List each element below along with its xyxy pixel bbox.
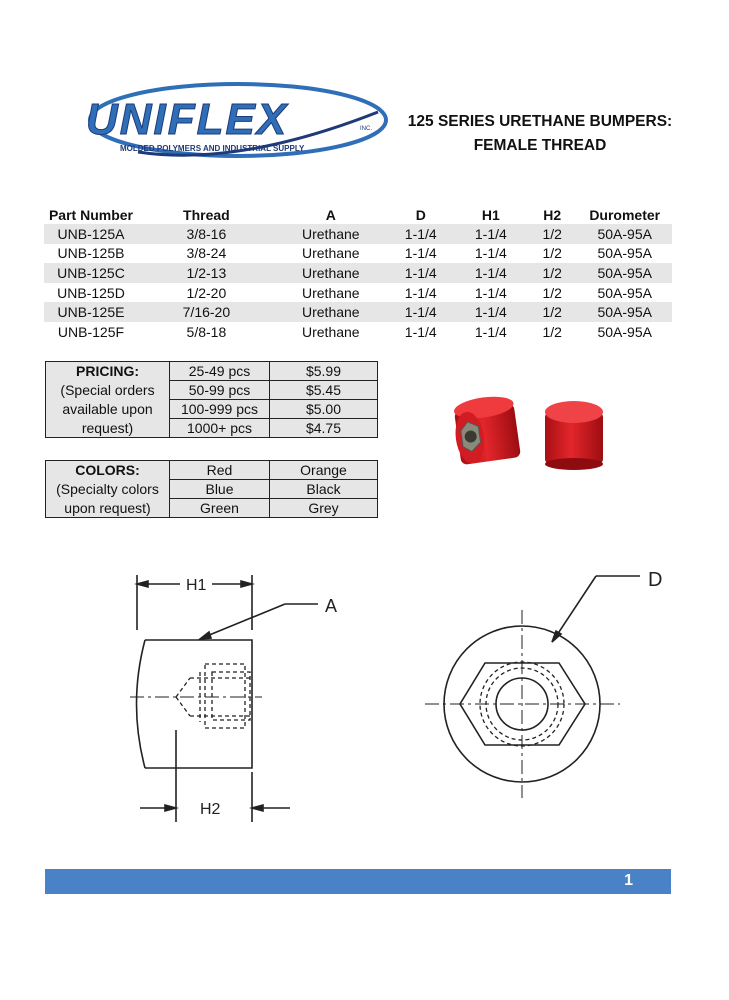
pricing-label: PRICING: [46, 362, 170, 381]
spec-row [44, 244, 672, 264]
cell-h2: 1/2 [542, 245, 562, 262]
header-h2: H2 [543, 206, 562, 223]
label-h2: H2 [200, 801, 221, 818]
cell-a: Urethane [275, 302, 387, 322]
cell-h2: 1/2 [527, 302, 577, 322]
cell-durometer: 50A-95A [577, 263, 672, 283]
cell-h1: 1-1/4 [474, 323, 507, 340]
label-h1: H1 [186, 577, 207, 594]
cell-part-number: UNB-125F [57, 323, 125, 340]
label-a: A [325, 596, 338, 616]
cell-h2: 1/2 [542, 323, 562, 340]
colors-label: COLORS: [46, 461, 170, 480]
header-d: D [415, 206, 426, 223]
color-option: Blue [170, 480, 270, 499]
colors-row [46, 480, 378, 499]
color-option: Black [270, 480, 378, 499]
pricing-note: (Special orders [46, 381, 170, 400]
page-number: 1 [624, 872, 633, 889]
cell-d: 1-1/4 [404, 284, 437, 301]
bumper-threaded-face [451, 393, 521, 465]
cell-durometer: 50A-95A [597, 323, 652, 340]
spec-row [44, 224, 672, 244]
cell-a: Urethane [302, 284, 360, 301]
cell-part-number: UNB-125D [57, 284, 125, 301]
cell-thread: 1/2-13 [138, 263, 275, 283]
pricing-row [46, 381, 378, 400]
front-view-drawing [425, 569, 662, 798]
label-d: D [648, 569, 663, 591]
colors-row [46, 499, 378, 518]
logo-inc: INC. [360, 126, 372, 132]
spec-row [44, 322, 672, 342]
cell-h1: 1-1/4 [455, 302, 527, 322]
cell-durometer: 50A-95A [577, 224, 672, 244]
color-option: Grey [270, 499, 378, 518]
cell-part-number: UNB-125E [44, 302, 138, 322]
pricing-note: available upon [46, 400, 170, 419]
cell-d: 1-1/4 [387, 302, 455, 322]
colors-table [45, 460, 378, 518]
header-thread: Thread [183, 206, 230, 223]
cell-h1: 1-1/4 [474, 284, 507, 301]
cell-d: 1-1/4 [387, 224, 455, 244]
header-h1: H1 [481, 206, 500, 223]
cell-part-number: UNB-125A [44, 224, 138, 244]
pricing-row [46, 419, 378, 438]
color-option: Orange [270, 461, 378, 480]
pricing-row [46, 362, 378, 381]
cell-part-number: UNB-125B [57, 245, 125, 262]
pricing-price: $4.75 [270, 419, 378, 438]
logo-wordmark: UNIFLEX [86, 95, 289, 144]
cell-d: 1-1/4 [404, 245, 437, 262]
color-option: Green [170, 499, 270, 518]
colors-row [46, 461, 378, 480]
cell-d: 1-1/4 [387, 263, 455, 283]
colors-note: upon request) [46, 499, 170, 518]
pricing-price: $5.45 [270, 381, 378, 400]
pricing-note: request) [46, 419, 170, 438]
spec-row [44, 263, 672, 283]
cell-thread: 1/2-20 [186, 284, 227, 301]
cell-h1: 1-1/4 [474, 245, 507, 262]
page-title [400, 110, 680, 158]
cell-h1: 1-1/4 [455, 224, 527, 244]
colors-note: (Specialty colors [46, 480, 170, 499]
cell-a: Urethane [302, 323, 360, 340]
cell-h2: 1/2 [527, 224, 577, 244]
pricing-qty: 100-999 pcs [170, 400, 270, 419]
uniflex-logo [78, 82, 388, 162]
cell-durometer: 50A-95A [597, 284, 652, 301]
color-option: Red [170, 461, 270, 480]
footer-bar [45, 869, 671, 894]
pricing-qty: 50-99 pcs [170, 381, 270, 400]
cell-thread: 5/8-18 [186, 323, 227, 340]
technical-drawings [0, 560, 729, 830]
cell-h1: 1-1/4 [455, 263, 527, 283]
pricing-table [45, 361, 378, 438]
spec-row [44, 302, 672, 322]
cell-thread: 3/8-16 [138, 224, 275, 244]
cell-a: Urethane [302, 245, 360, 262]
pricing-price: $5.99 [270, 362, 378, 381]
spec-header-row [44, 205, 672, 224]
logo-tagline: MOLDED POLYMERS AND INDUSTRIAL SUPPLY [120, 144, 305, 153]
side-view-drawing [130, 575, 337, 822]
product-photo [440, 390, 630, 490]
cell-durometer: 50A-95A [577, 302, 672, 322]
cell-a: Urethane [275, 224, 387, 244]
pricing-row [46, 400, 378, 419]
pricing-price: $5.00 [270, 400, 378, 419]
header-a: A [325, 206, 336, 223]
cell-part-number: UNB-125C [44, 263, 138, 283]
bumper-dome-face [545, 401, 603, 470]
cell-h2: 1/2 [527, 263, 577, 283]
cell-durometer: 50A-95A [597, 245, 652, 262]
title-line-1: 125 SERIES URETHANE BUMPERS: [407, 113, 673, 130]
cell-a: Urethane [275, 263, 387, 283]
pricing-qty: 1000+ pcs [170, 419, 270, 438]
cell-h2: 1/2 [542, 284, 562, 301]
spec-table [44, 205, 672, 342]
cell-d: 1-1/4 [404, 323, 437, 340]
header-durometer: Durometer [589, 206, 661, 223]
spec-row [44, 283, 672, 303]
cell-thread: 3/8-24 [186, 245, 227, 262]
pricing-qty: 25-49 pcs [170, 362, 270, 381]
title-line-2: FEMALE THREAD [473, 137, 607, 154]
cell-thread: 7/16-20 [138, 302, 275, 322]
header-part-number: Part Number [48, 206, 133, 223]
